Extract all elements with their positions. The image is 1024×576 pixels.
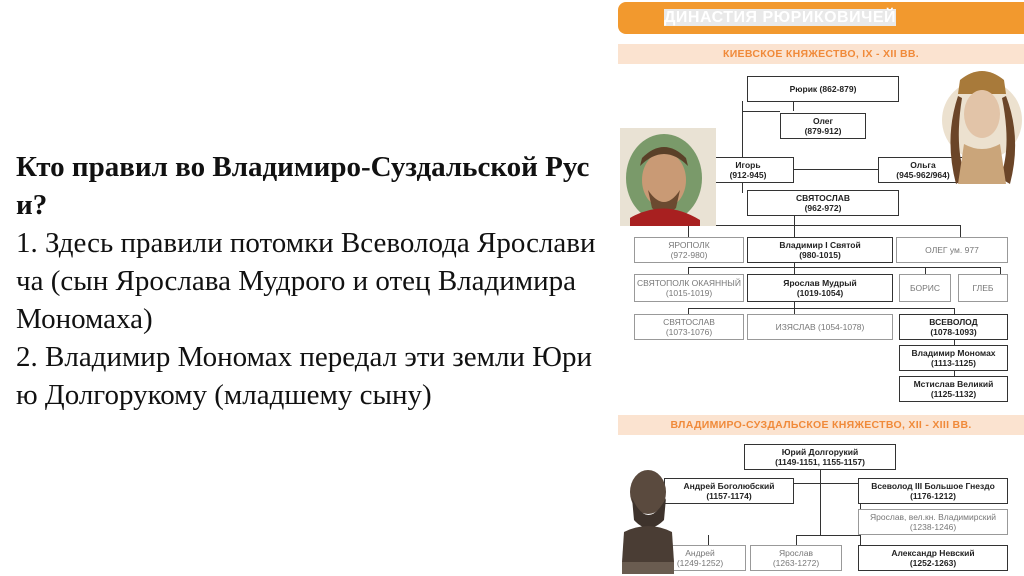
connector-line	[708, 535, 709, 545]
connector-line	[794, 483, 860, 484]
answer-1: 1. Здесь правили потомки Всеволода Ярославича (сын Ярослава Мудрого и отец Владимира Мономаха)	[16, 227, 596, 335]
slide-text	[16, 148, 596, 414]
connector-line	[794, 216, 795, 225]
box-igor: Игорь (912-945)	[702, 157, 794, 183]
connector-line	[796, 535, 797, 545]
connector-line	[794, 169, 878, 170]
box-boris: БОРИС	[899, 274, 951, 302]
box-svyatoslav-2: СВЯТОСЛАВ (1073-1076)	[634, 314, 744, 340]
connector-line	[742, 111, 780, 112]
diagram-title: ДИНАСТИЯ РЮРИКОВИЧЕЙ	[618, 2, 1024, 34]
connector-line	[794, 263, 795, 274]
andrei-bogolyubsky-portrait	[616, 462, 676, 574]
section-kiev-heading: КИЕВСКОЕ КНЯЖЕСТВО, IX - XII ВВ.	[618, 44, 1024, 64]
connector-line	[960, 225, 961, 237]
answer-2: 2. Владимир Мономах передал эти земли Юрию Долгорукому (младшему сыну)	[16, 341, 593, 411]
box-yuri-dolgoruky: Юрий Долгорукий (1149-1151, 1155-1157)	[744, 444, 896, 470]
connector-line	[925, 267, 926, 274]
connector-line	[688, 267, 689, 274]
connector-line	[688, 225, 689, 237]
box-yaroslav-vladimirsky: Ярослав, вел.кн. Владимирский (1238-1246)	[858, 509, 1008, 535]
box-gleb: ГЛЕБ	[958, 274, 1008, 302]
olga-portrait	[936, 58, 1024, 184]
box-rurik: Рюрик (862-879)	[747, 76, 899, 102]
igor-portrait	[620, 128, 716, 226]
connector-line	[688, 267, 1000, 268]
section-vladimir-heading: ВЛАДИМИРО-СУЗДАЛЬСКОЕ КНЯЖЕСТВО, XII - XIII ВВ.	[618, 415, 1024, 435]
connector-line	[1000, 267, 1001, 274]
box-olga: Ольга (945-962/964)	[878, 157, 968, 183]
box-andrei: Андрей (1249-1252)	[654, 545, 746, 571]
connector-line	[820, 483, 821, 535]
box-oleg: Олег (879-912)	[780, 113, 866, 139]
connector-line	[796, 535, 860, 536]
connector-line	[688, 225, 960, 226]
question-heading: Кто правил во Владимиро-Суздальской Руси?	[16, 151, 590, 221]
box-yaroslav-mudry: Ярослав Мудрый (1019-1054)	[747, 274, 893, 302]
connector-line	[793, 101, 794, 111]
box-andrei-bogolyubsky: Андрей Боголюбский (1157-1174)	[664, 478, 794, 504]
box-mstislav: Мстислав Великий (1125-1132)	[899, 376, 1008, 402]
box-vsevolod-bolshoe-gnezdo: Всеволод III Большое Гнездо (1176-1212)	[858, 478, 1008, 504]
box-izyaslav: ИЗЯСЛАВ (1054-1078)	[747, 314, 893, 340]
box-oleg-977: ОЛЕГ ум. 977	[896, 237, 1008, 263]
box-svyatopolk: СВЯТОПОЛК ОКАЯННЫЙ (1015-1019)	[634, 274, 744, 302]
box-yaropolk: ЯРОПОЛК (972-980)	[634, 237, 744, 263]
box-yaroslav: Ярослав (1263-1272)	[750, 545, 842, 571]
box-svyatoslav: СВЯТОСЛАВ (962-972)	[747, 190, 899, 216]
connector-line	[820, 469, 821, 483]
box-monomakh: Владимир Мономах (1113-1125)	[899, 345, 1008, 371]
box-vsevolod: ВСЕВОЛОД (1078-1093)	[899, 314, 1008, 340]
dynasty-diagram	[616, 0, 1024, 576]
connector-line	[688, 308, 954, 309]
box-alexander-nevsky: Александр Невский (1252-1263)	[858, 545, 1008, 571]
box-vladimir-svyatoy: Владимир I Святой (980-1015)	[747, 237, 893, 263]
connector-line	[794, 225, 795, 237]
